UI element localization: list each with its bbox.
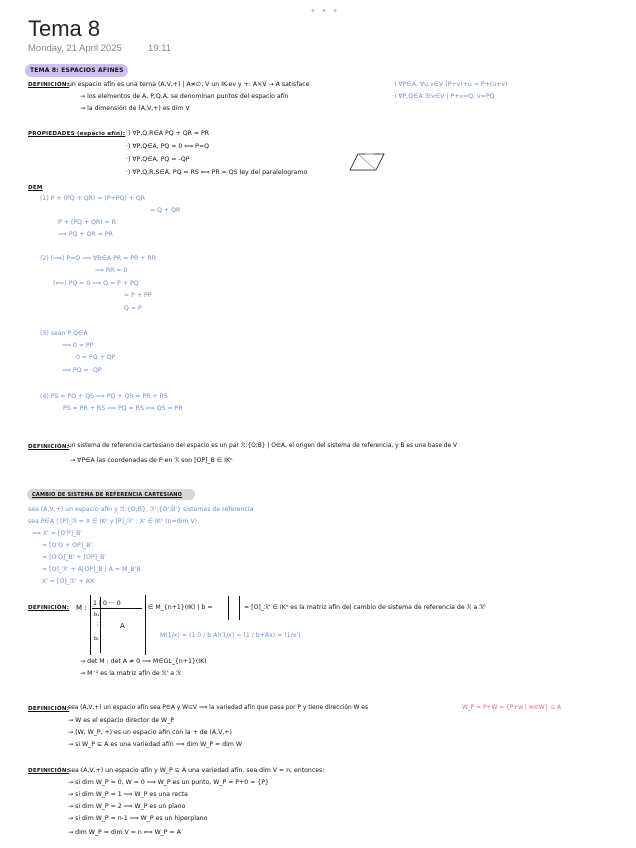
def5-line-4: → si dim W_P = 2 ⟹ W_P es un plano — [68, 803, 186, 810]
matrix-bdots: ⋮ — [95, 622, 100, 628]
def5-line-1: sea (A,V,+) un espacio afín y W_P ⊆ A una variedad afín. sea dim V = n, entonces: — [68, 767, 325, 774]
def3-equation: M(1/x) = (1 0 / b A)(1/x) = (1 / b+Ax) = (1/x') — [160, 632, 301, 639]
dem3-line-a: (3) sean P,Q∈A — [40, 330, 88, 337]
b-vector — [228, 596, 240, 620]
matrix-b1: b₁ — [94, 612, 100, 618]
page-title: Tema 8 — [28, 16, 101, 41]
def4-line-1: sea (A,V,+) un espacio afín sea P∈A y W⊆V ⟹ la variedad afín que pasa por P y tiene dirección W es — [68, 705, 369, 711]
def5-line-3: → si dim W_P = 1 ⟹ W_P es una recta — [68, 791, 188, 798]
demonstration-tag: DEM — [28, 185, 43, 191]
def2-line-2: → ∀P∈A las coordenadas de P en ℛ son [OP]_B ∈ IKⁿ — [70, 457, 233, 464]
dem2-line-a: (2) (⟹) P=Q ⟹ ∀R∈A PR = PR + RR — [40, 255, 157, 262]
dem1-line-a: (1) P + (PQ + QR) = (P+PQ) + QR — [40, 195, 146, 202]
dem1-line-b: = Q + QR — [150, 207, 181, 214]
dem4-line-a: (4) PS = PQ + QS ⟹ PQ + QS = PR + RS — [40, 393, 168, 400]
page-date: Monday, 21 April 2025 — [28, 43, 122, 54]
dem3-line-c: 0 = PQ + QP — [76, 354, 116, 361]
def3-line-2: → M⁻¹ es la matriz afín de ℛ' a ℛ — [80, 670, 181, 677]
def1-axiom-2: ·) ∀P,Q∈A ∃!v∈V | P+v=Q, v=PQ — [392, 93, 495, 100]
definition-tag-3: DEFINICIÓN: — [28, 605, 70, 611]
dem2-line-d: = P + PP — [124, 292, 152, 299]
def4-line-4: → si W_P ⊆ A es una variedad afín ⟹ dim W_P = dim W — [68, 741, 242, 748]
def4-line-2: → W es el espacio director de W_P — [68, 717, 174, 724]
definition-tag-5: DEFINICIÓN: — [28, 768, 70, 774]
definition-tag-4: DEFINICIÓN: — [28, 706, 70, 712]
dem1-line-d: ⟹ PQ + QR = PR — [58, 231, 113, 238]
cambio-title: CAMBIO DE SISTEMA DE REFERENCIA CARTESIANO — [32, 492, 183, 498]
definition-tag-2: DEFINICIÓN: — [28, 444, 70, 450]
def4-line-3: → (W, W_P, +) es un espacio afín con la + de (A,V,+) — [68, 729, 232, 736]
def5-line-6: → dim W_P = dim V = n ⟺ W_P = A — [68, 829, 181, 836]
property-2: ·) ∀P,Q∈A, PQ = 0 ⟺ P=Q — [126, 143, 209, 150]
properties-tag: PROPIEDADES (espacio afín): — [28, 131, 126, 137]
cambio-line-6: = [O]_ℛ' + A[OP]_B | A = M_B'B — [42, 566, 141, 573]
def3-matrix-label: M : — [76, 604, 87, 612]
def1-line-2: → los elementos de A, P,Q,A, se denominan puntos del espacio afín — [80, 93, 289, 100]
matrix-top-row: 1 | 0 ··· 0 — [93, 600, 121, 607]
cambio-line-1: sea (A,V,+) un espacio afín y ℛ:{O;B}, ℛ':{O';B'} sistemas de referencia — [28, 506, 254, 513]
dem3-line-d: ⟹ PQ = -QP — [62, 367, 102, 374]
matrix-bn: bₙ — [94, 636, 100, 642]
def4-line-1-formula: W_P = P+W = {P+w | w∈W} ⊆ A — [462, 705, 562, 711]
def1-line-1: un espacio afín es una terna (A,V,+) | A≠∅, V un IK-ev y +: A×V → A satisface — [68, 81, 310, 88]
cambio-line-3: ⟹ X' = [O'P]_B' — [32, 530, 83, 537]
dem4-line-b: PS = PR + RS ⟹ PQ = RS ⟺ QS = PR — [63, 405, 183, 412]
dem1-line-c: P + (PQ + QR) = R — [58, 219, 116, 226]
cambio-line-7: X' = [O]_ℛ' + AX — [42, 578, 95, 585]
def5-line-2: → si dim W_P = 0, W = 0 ⟹ W_P es un punto, W_P = P+0 = {P} — [68, 779, 269, 786]
def2-line-1: un sistema de referencia cartesiano del espacio es un par ℛ:{O;B} | O∈A, el origen del sistema de referencia, y B es una base de V — [68, 443, 458, 449]
parallelogram-sketch — [344, 150, 390, 176]
section-title: TEMA 8: ESPACIOS AFINES — [30, 67, 124, 74]
def5-line-5: → si dim W_P = n-1 ⟹ W_P es un hiperplano — [68, 815, 208, 822]
def1-axiom-1: ·) ∀P∈A, ∀u,v∈V (P+v)+u = P+(u+v) — [392, 81, 508, 88]
cambio-line-5: = [O'O]_B' + [OP]_B' — [42, 554, 107, 561]
dem2-line-c: (⟸) PQ = 0 ⟹ Q = P + PQ — [53, 280, 139, 287]
window-drag-handle[interactable]: • • • — [310, 6, 340, 17]
page-time: 19:11 — [148, 43, 172, 54]
property-3: ·) ∀P,Q∈A, PQ = -QP — [126, 156, 190, 163]
def3-rest: = [O]_ℛ' ∈ IKⁿ es la matriz afín del cambio de sistema de referencia de ℛ a ℛ' — [244, 604, 486, 611]
def1-line-3: → la dimensión de (A,V,+) es dim V — [80, 105, 190, 112]
property-4: ·) ∀P,Q,R,S∈A, PQ = RS ⟺ PR = QS ley del paralelogramo — [126, 169, 308, 176]
cambio-line-2: sea P∈A | [P]_ℛ = X ∈ IKⁿ y [P]_ℛ' : X' ∈ IKⁿ (n=dim V) — [28, 518, 198, 525]
matrix-A-block: A — [120, 622, 125, 630]
def3-membership: ∈ M_{n+1}(IK) | b = — [148, 604, 213, 611]
property-1: ·) ∀P,Q,R∈A PQ + QR = PR — [126, 130, 210, 137]
definition-tag-1: DEFINICIÓN: — [28, 82, 70, 88]
dem2-line-b: ⟹ RR = 0 — [95, 267, 128, 274]
matrix-divider-h — [92, 608, 142, 609]
matriz-afin-highlight — [244, 603, 499, 612]
dem2-line-e: Q = P — [124, 305, 142, 312]
cambio-line-4: = [O'O + OP]_B' — [42, 542, 93, 549]
dem3-line-b: ⟹ 0 = PP — [62, 342, 94, 349]
def3-line-1: → det M : det A ≠ 0 ⟹ M∈GL_{n+1}(IK) — [80, 658, 207, 665]
